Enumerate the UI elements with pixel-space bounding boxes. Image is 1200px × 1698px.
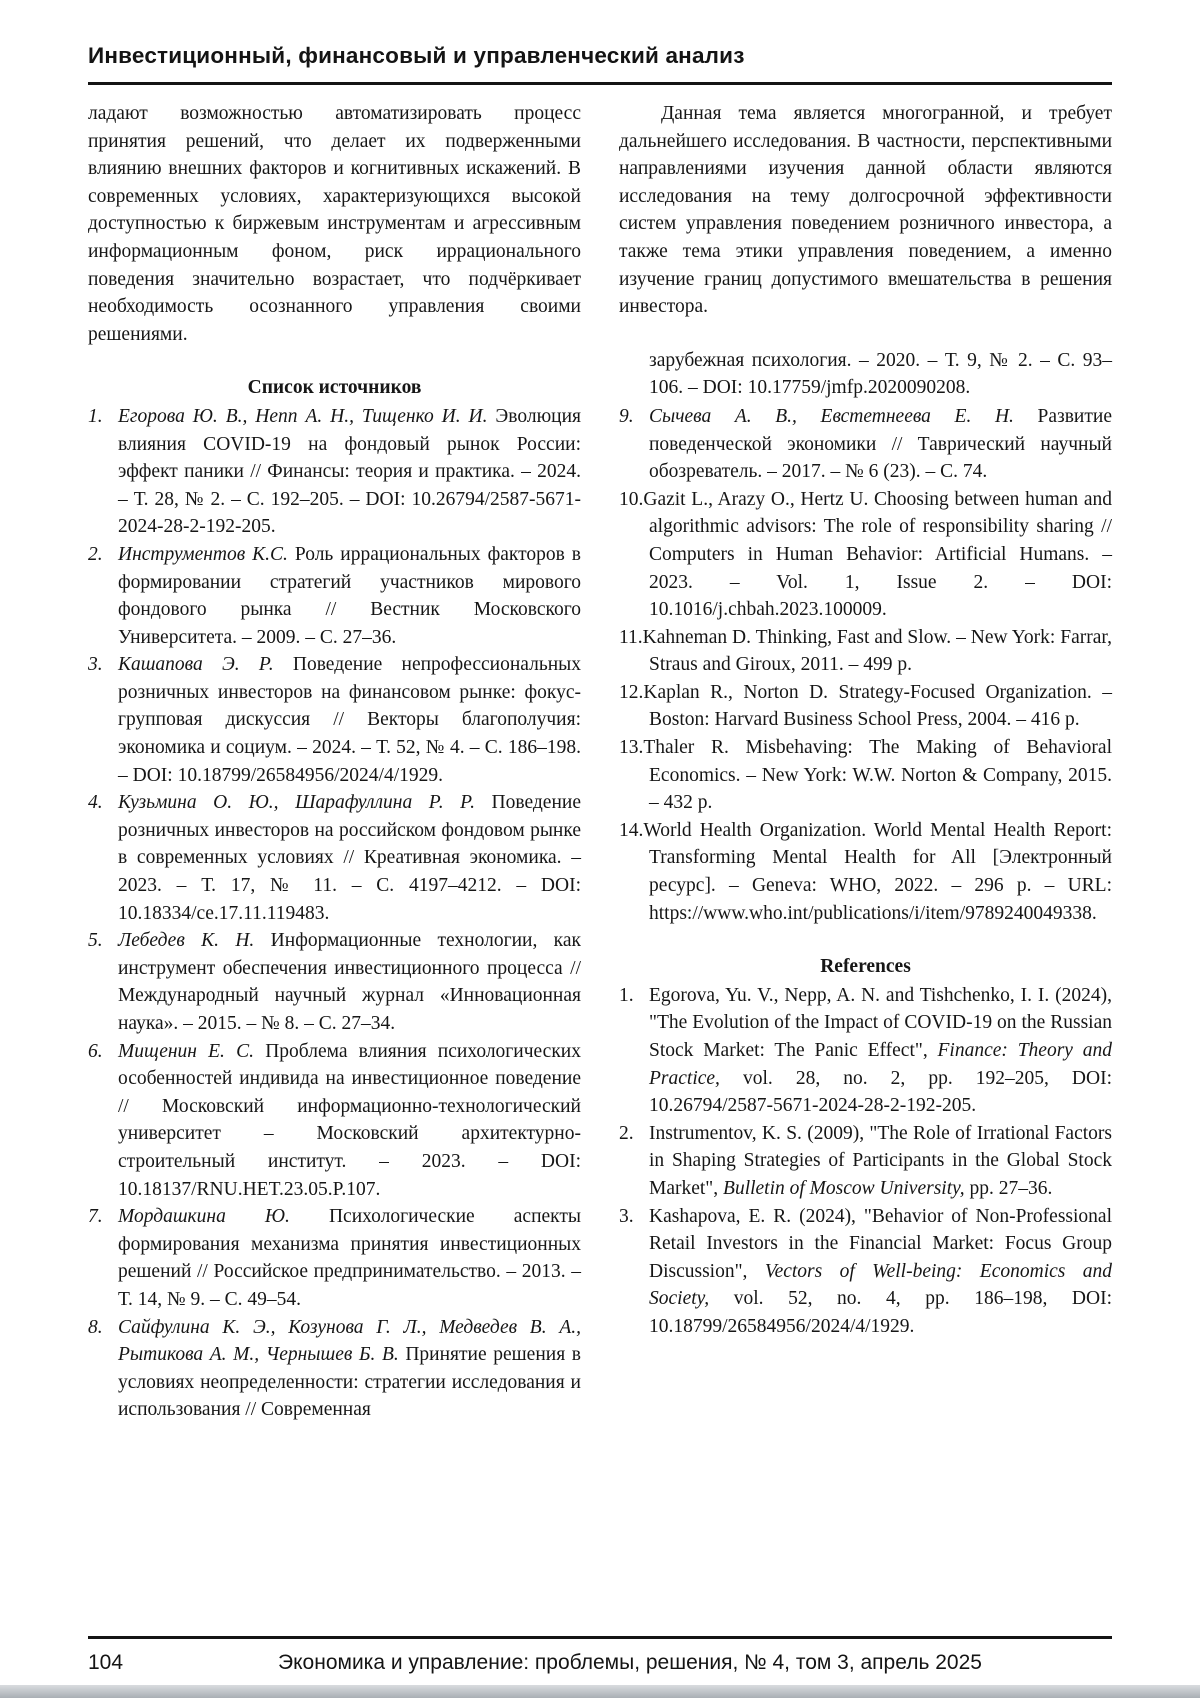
reference-italic-text: Мордашкина Ю. [118, 1206, 290, 1228]
right-column [619, 100, 1112, 1424]
reference-number: 1. [619, 984, 634, 1006]
reference-text: Психологические аспекты формирования механизма принятия инвестиционных решений // Российское предпринимательство. – 2013. – Т. 14, № 9. – С. 49–54. [118, 1206, 582, 1310]
references-list [619, 982, 1112, 1341]
reference-text: Информационные технологии, как инструмент обеспечения инвестиционного процесса // Международный научный журнал «Инновационная наука». – 2015. – № 8. – С. 27–34. [118, 930, 581, 1034]
reference-number: 10. [619, 488, 644, 510]
reference-item [619, 624, 1112, 679]
reference-number: 7. [88, 1206, 103, 1228]
reference-text: Эволюция влияния COVID-19 на фондовый рынок России: эффект паники // Финансы: теория и практика. – 2024. – Т. 28, № 2. – С. 192–205. – DOI: 10.26794/2587-5671-2024-28-2-192-205. [118, 405, 581, 538]
reference-number: 12. [619, 681, 644, 703]
page-footer [88, 1636, 1112, 1676]
reference-text: Kahneman D. Thinking, Fast and Slow. – New York: Farrar, Straus and Giroux, 2011. – 499 p. [642, 626, 1112, 676]
sources-list-left [88, 403, 581, 1424]
reference-text: vol. 28, no. 2, pp. 192–205, DOI: 10.26794/2587-5671-2024-28-2-192-205. [649, 1067, 1112, 1117]
reference-item [619, 679, 1112, 734]
reference-number: 1. [88, 405, 103, 427]
reference-italic-text: Инструментов К.С. [118, 543, 288, 565]
reference-italic-text: Лебедев К. Н. [118, 930, 255, 952]
reference-number: 4. [88, 792, 103, 814]
sources-heading: Список источников [247, 377, 422, 399]
reference-text: Роль иррациональных факторов в формировании стратегий участников мирового фондового рынка // Вестник Московского Университета. – 2009. – С. 27–36. [118, 543, 581, 648]
reference-text: Egorova, Yu. V., Nepp, A. N. and Tishchenko, I. I. (2024), "The Evolution of the Impact of COVID-19 on the Russian Stock Market: The Panic Effect", [649, 984, 1112, 1061]
reference-italic-text: Bulletin of Moscow University, [723, 1177, 965, 1199]
reference-italic-text: Finance: Theory and Practice, [649, 1040, 1112, 1089]
reference-italic-text: Кузьмина О. Ю., Шарафуллина Р. Р. [118, 792, 475, 814]
reference-item [88, 1203, 581, 1313]
reference-text: Поведение розничных инвесторов на российском фондовом рынке в современных условиях // Креативная экономика. – 2023. – Т. 17, № 11. – С. 4197–4212. – DOI: 10.18334/ce.17.11.119483. [118, 792, 581, 924]
journal-citation-line: Экономика и управление: проблемы, решения, № 4, том 3, апрель 2025 [278, 1651, 982, 1674]
reference-italic-text: Сайфулина К. Э., Козунова Г. Л., Медведев В. А., Рытикова А. М., Чернышев Б. В. [118, 1316, 581, 1366]
reference-item [619, 982, 1112, 1120]
reference-italic-text: Vectors of Well-being: Economics and Society, [649, 1260, 1112, 1310]
reference-item [619, 1203, 1112, 1341]
reference-item [88, 403, 581, 541]
reference-italic-text: Кашапова Э. Р. [118, 654, 274, 676]
reference-number: 14. [619, 819, 644, 841]
reference-number: 5. [88, 930, 103, 952]
reference-italic-text: Мищенин Е. С. [118, 1040, 255, 1062]
reference-text: Принятие решения в условиях неопределенности: стратегии исследования и использования // Современная [118, 1344, 581, 1421]
reference-italic-text: Сычева А. В., Евстетнеева Е. Н. [649, 405, 1014, 427]
reference-item [88, 927, 581, 1037]
reference-item [619, 734, 1112, 817]
reference-text: Проблема влияния психологических особенностей индивида на инвестиционное поведение // Московский информационно-технологический университет – Московский архитектурно-строительный институт. – 2023. – DOI: 10.18137/RNU.HET.23.05.P.107. [118, 1040, 581, 1200]
reference-text: World Health Organization. World Mental Health Report: Transforming Mental Health for All [Электронный ресурс]. – Geneva: WHO, 2022. – 296 p. – URL: https://www.who.int/publications/i/item/9789240049338. [643, 819, 1112, 924]
reference-text: Gazit L., Arazy O., Hertz U. Choosing between human and algorithmic advisors: The role of responsibility sharing // Computers in Human Behavior: Artificial Humans. – 2023. – Vol. 1, Issue 2. – DOI: 10.1016/j.chbah.2023.100009. [643, 488, 1112, 621]
reference-item [619, 817, 1112, 927]
sources-list-right [619, 403, 1112, 927]
reference-number: 6. [88, 1040, 103, 1062]
left-column [88, 100, 581, 1424]
reference-item [619, 403, 1112, 486]
reference-text: Развитие поведенческой экономики // Таврический научный обозреватель. – 2017. – № 6 (23). – С. 74. [649, 405, 1112, 483]
page-header [0, 0, 1200, 85]
reference-number: 3. [88, 654, 103, 676]
left-intro-paragraph: ладают возможностью автоматизировать процесс принятия решений, что делает их подверженными влиянию внешних факторов и когнитивных искажений. В современных условиях, характеризующихся высокой доступностью к биржевым инструментам и агрессивным информационным фоном, риск иррационального поведения значительно возрастает, что подчёркивает необходимость осознанного управления своими решениями. [88, 103, 581, 345]
two-column-body [0, 85, 1200, 1424]
reference-italic-text: Егорова Ю. В., Непп А. Н., Тищенко И. И. [118, 405, 488, 427]
reference-number: 11. [619, 626, 643, 648]
running-head-title: Инвестиционный, финансовый и управленческий анализ [88, 42, 1112, 85]
reference-number: 13. [619, 737, 644, 759]
reference-text: pp. 27–36. [964, 1177, 1053, 1199]
reference-text: Поведение непрофессиональных розничных инвесторов на финансовом рынке: фокус-групповая дискуссия // Векторы благополучия: экономика и социум. – 2024. – Т. 52, № 4. – С. 186–198. – DOI: 10.18799/26584956/2024/4/1929. [118, 654, 581, 786]
page-edge-shadow [0, 1685, 1200, 1698]
reference-text: vol. 52, no. 4, pp. 186–198, DOI: 10.18799/26584956/2024/4/1929. [649, 1288, 1112, 1337]
reference-number: 2. [619, 1122, 634, 1144]
reference-item [88, 789, 581, 927]
references-heading: References [820, 956, 911, 978]
reference-item [619, 1120, 1112, 1203]
reference-text: Kashapova, E. R. (2024), "Behavior of Non-Professional Retail Investors in the Financial Market: Focus Group Discussion", [649, 1205, 1112, 1282]
page-number: 104 [88, 1651, 124, 1674]
reference-item [619, 486, 1112, 624]
reference-number: 2. [88, 543, 103, 565]
right-intro-paragraph: Данная тема является многогранной, и требует дальнейшего исследования. В частности, перспективными направлениями изучения данной области являются исследования на тему долгосрочной эффективности систем управления поведением розничного инвестора, а также тема этики управления поведением, а именно изучение границ допустимого вмешательства в решения инвестора. [619, 103, 1112, 318]
reference-item [88, 541, 581, 651]
reference-item [88, 651, 581, 789]
reference-item [88, 1038, 581, 1204]
reference-text: Kaplan R., Norton D. Strategy-Focused Organization. – Boston: Harvard Business School Press, 2004. – 416 p. [643, 681, 1112, 731]
reference-number: 8. [88, 1316, 103, 1338]
reference-text: Instrumentov, K. S. (2009), "The Role of Irrational Factors in Shaping Strategies of Participants in the Global Stock Market", [649, 1122, 1112, 1199]
reference-number: 3. [619, 1205, 634, 1227]
reference-text: Thaler R. Misbehaving: The Making of Behavioral Economics. – New York: W.W. Norton & Company, 2015. – 432 p. [643, 737, 1112, 814]
source-8-continuation: зарубежная психология. – 2020. – Т. 9, № 2. – С. 93–106. – DOI: 10.17759/jmfp.2020090208. [649, 349, 1112, 399]
reference-item [88, 1314, 581, 1424]
reference-number: 9. [619, 405, 634, 427]
